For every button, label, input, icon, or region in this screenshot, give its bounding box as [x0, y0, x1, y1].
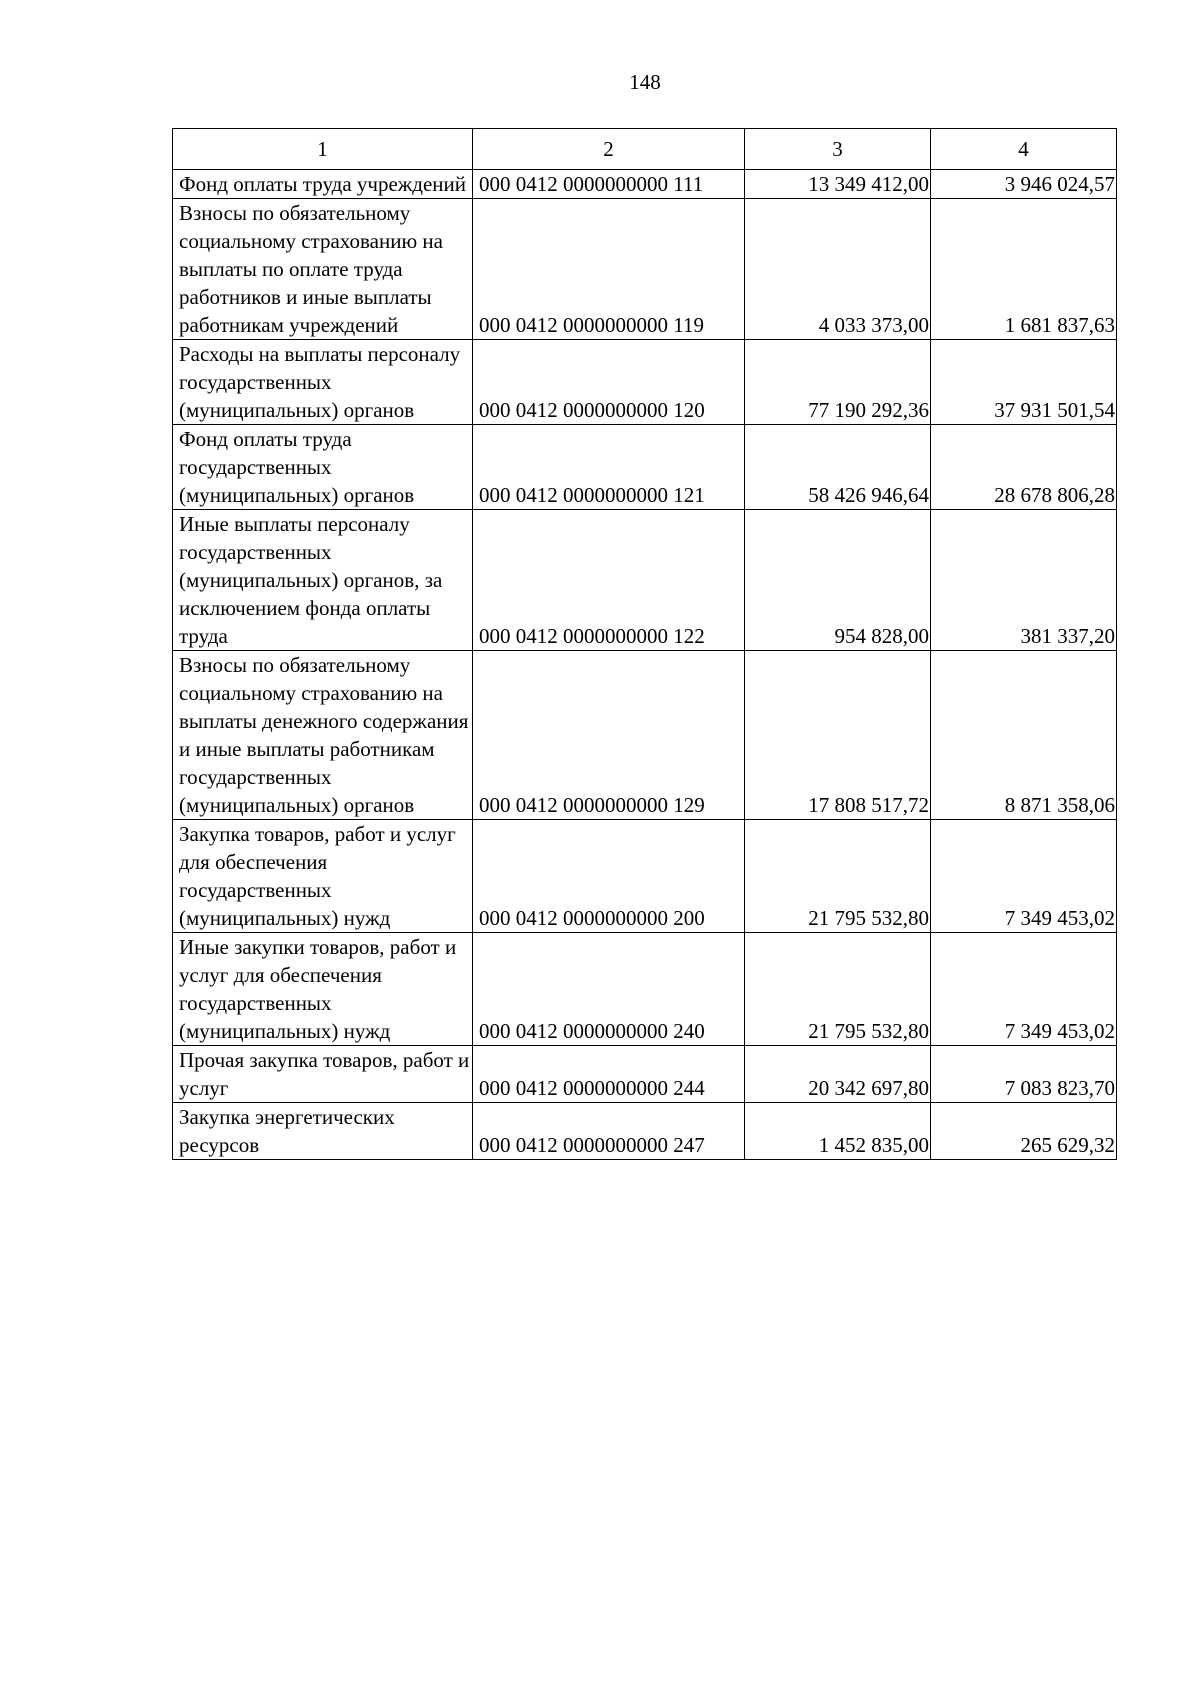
row-value-cell: 21 795 532,80	[745, 820, 931, 933]
row-name-cell: Расходы на выплаты персоналу государственных (муниципальных) органов	[173, 340, 473, 425]
row-name-cell: Взносы по обязательному социальному страхованию на выплаты денежного содержания и иные выплаты работникам государственных (муниципальных) органов	[173, 651, 473, 820]
row-code-cell: 000 0412 0000000000 121	[473, 425, 745, 510]
table-row	[173, 820, 1117, 933]
page-number: 148	[629, 70, 661, 94]
row-name-cell: Иные выплаты персоналу государственных (муниципальных) органов, за исключением фонда оплаты труда	[173, 510, 473, 651]
table-row	[173, 933, 1117, 1046]
row-value-cell: 7 349 453,02	[931, 933, 1117, 1046]
row-value-cell: 265 629,32	[931, 1103, 1117, 1160]
row-name-cell: Иные закупки товаров, работ и услуг для обеспечения государственных (муниципальных) нужд	[173, 933, 473, 1046]
row-value-cell: 954 828,00	[745, 510, 931, 651]
row-value-cell: 20 342 697,80	[745, 1046, 931, 1103]
row-value-cell: 7 083 823,70	[931, 1046, 1117, 1103]
column-header: 2	[473, 129, 745, 170]
row-name-cell: Закупка энергетических ресурсов	[173, 1103, 473, 1160]
row-code-cell: 000 0412 0000000000 111	[473, 170, 745, 199]
table-row	[173, 510, 1117, 651]
row-name-cell: Фонд оплаты труда учреждений	[173, 170, 473, 199]
row-value-cell: 7 349 453,02	[931, 820, 1117, 933]
row-code-cell: 000 0412 0000000000 240	[473, 933, 745, 1046]
row-code-cell: 000 0412 0000000000 129	[473, 651, 745, 820]
row-code-cell: 000 0412 0000000000 122	[473, 510, 745, 651]
column-header: 4	[931, 129, 1117, 170]
column-header: 3	[745, 129, 931, 170]
row-value-cell: 1 681 837,63	[931, 199, 1117, 340]
row-value-cell: 13 349 412,00	[745, 170, 931, 199]
row-value-cell: 381 337,20	[931, 510, 1117, 651]
row-value-cell: 4 033 373,00	[745, 199, 931, 340]
table-row	[173, 425, 1117, 510]
row-value-cell: 17 808 517,72	[745, 651, 931, 820]
budget-table	[172, 128, 1117, 1160]
row-value-cell: 8 871 358,06	[931, 651, 1117, 820]
row-name-cell: Фонд оплаты труда государственных (муниципальных) органов	[173, 425, 473, 510]
row-value-cell: 3 946 024,57	[931, 170, 1117, 199]
row-code-cell: 000 0412 0000000000 120	[473, 340, 745, 425]
table-row	[173, 170, 1117, 199]
table-row	[173, 340, 1117, 425]
row-code-cell: 000 0412 0000000000 119	[473, 199, 745, 340]
row-code-cell: 000 0412 0000000000 247	[473, 1103, 745, 1160]
column-header: 1	[173, 129, 473, 170]
row-value-cell: 77 190 292,36	[745, 340, 931, 425]
table-row	[173, 1103, 1117, 1160]
row-code-cell: 000 0412 0000000000 244	[473, 1046, 745, 1103]
table-row	[173, 199, 1117, 340]
table-row	[173, 651, 1117, 820]
row-name-cell: Взносы по обязательному социальному страхованию на выплаты по оплате труда работников и иные выплаты работникам учреждений	[173, 199, 473, 340]
row-name-cell: Закупка товаров, работ и услуг для обеспечения государственных (муниципальных) нужд	[173, 820, 473, 933]
table-header-row	[173, 129, 1117, 170]
row-name-cell: Прочая закупка товаров, работ и услуг	[173, 1046, 473, 1103]
row-value-cell: 1 452 835,00	[745, 1103, 931, 1160]
row-value-cell: 37 931 501,54	[931, 340, 1117, 425]
row-code-cell: 000 0412 0000000000 200	[473, 820, 745, 933]
row-value-cell: 58 426 946,64	[745, 425, 931, 510]
table-row	[173, 1046, 1117, 1103]
row-value-cell: 28 678 806,28	[931, 425, 1117, 510]
row-value-cell: 21 795 532,80	[745, 933, 931, 1046]
